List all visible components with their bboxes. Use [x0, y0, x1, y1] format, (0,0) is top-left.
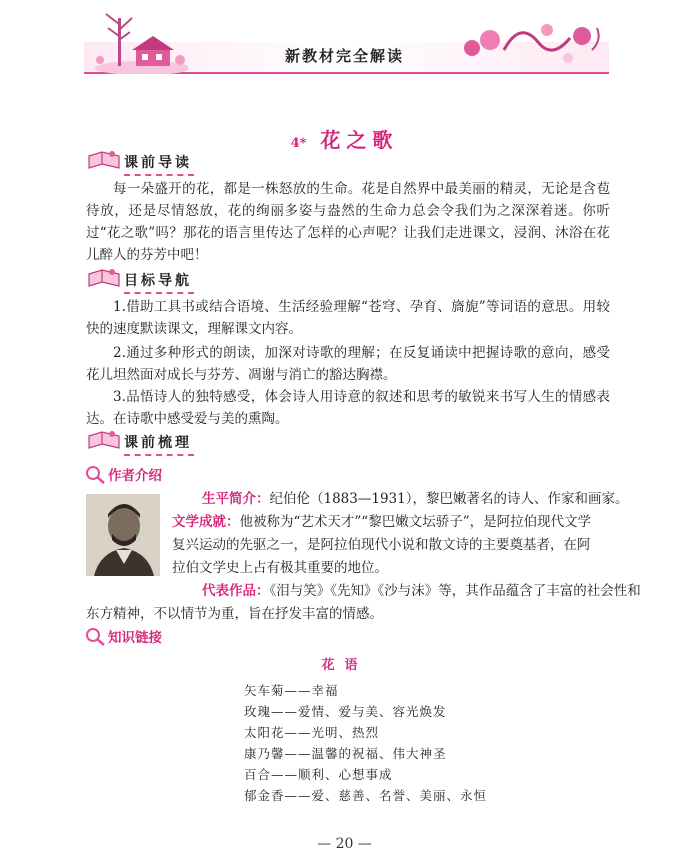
knowledge-heading-label: 知识链接 [108, 630, 162, 646]
goal-item-1: 1.借助工具书或结合语境、生活经验理解“苍穹、孕育、旖旎”等词语的意思。用较快的速度默读课文，理解课文内容。 [86, 299, 610, 337]
page-header [0, 0, 689, 84]
section-goals-label: 目标导航 [124, 270, 192, 290]
author-works-line2: 东方精神，不以情节为重，旨在抒发丰富的情感。 [86, 606, 383, 622]
goal-item-3: 3.品悟诗人的独特感受，体会诗人用诗意的叙述和思考的敏锐来书写人生的情感表达。在诗歌中感受爱与美的熏陶。 [86, 389, 610, 427]
section-combing-heading [86, 430, 192, 452]
goal-item-2: 2.通过多种形式的朗读，加深对诗歌的理解；在反复诵读中把握诗歌的意向，感受花儿坦然面对成长与芬芳、凋谢与消亡的豁达胸襟。 [86, 345, 610, 383]
author-heading [84, 464, 162, 484]
page-number: — 20 — [317, 836, 372, 852]
book-series-title: 新教材完全解读 [284, 47, 404, 65]
author-works-label: 代表作品： [202, 583, 270, 599]
open-book-icon [86, 268, 122, 290]
flower-language-line: 康乃馨——温馨的祝福、伟大神圣 [244, 746, 447, 761]
flower-language-line: 郁金香——爱、慈善、名誉、美丽、永恒 [244, 788, 488, 803]
flower-language-line: 矢车菊——幸福 [244, 683, 339, 698]
author-achievement-line3: 拉伯文学史上占有极其重要的地位。 [172, 560, 388, 576]
author-achieve-text-1: 他被称为“艺术天才”“黎巴嫩文坛骄子”，是阿拉伯现代文学 [239, 514, 592, 530]
author-life-text: 纪伯伦（1883—1931），黎巴嫩著名的诗人、作家和画家。 [269, 491, 629, 507]
author-life [202, 488, 628, 510]
magnifier-icon [84, 626, 106, 646]
magnifier-icon [84, 464, 106, 484]
intro-paragraph: 每一朵盛开的花，都是一株怒放的生命。花是自然界中最美丽的精灵，无论是含苞待放，还是尽情怒放，花的绚丽多姿与盎然的生命力总会令我们为之深深着迷。你听过“花之歌”吗？那花的语言里传达了怎样的心声呢？让我们走进课文，浸润、沐浴在花儿醉人的芬芳中吧！ [86, 181, 610, 263]
flower-language-line: 玫瑰——爱情、爱与美、容光焕发 [244, 704, 447, 719]
section-combing-label: 课前梳理 [124, 432, 192, 452]
author-works [202, 580, 641, 602]
flower-language-line: 太阳花——光明、热烈 [244, 725, 380, 740]
open-book-icon [86, 430, 122, 452]
lesson-title [0, 124, 689, 153]
flower-language-title: 花语 [321, 658, 368, 673]
section-preview-label: 课前导读 [124, 152, 192, 172]
section-preview-heading [86, 150, 192, 172]
lesson-name: 花之歌 [320, 128, 399, 152]
knowledge-heading [84, 626, 162, 646]
author-portrait [86, 494, 160, 576]
author-achieve-label: 文学成就： [172, 514, 240, 530]
author-heading-label: 作者介绍 [108, 468, 162, 484]
author-achievement-line2: 复兴运动的先驱之一，是阿拉伯现代小说和散文诗的主要奠基者，在阿 [172, 537, 591, 553]
lesson-number: 4* [290, 136, 307, 151]
author-life-label: 生平简介： [202, 491, 270, 507]
flower-language-line: 百合——顺利、心想事成 [244, 767, 393, 782]
author-works-text-1: 《泪与笑》《先知》《沙与沫》等，其作品蕴含了丰富的社会性和 [269, 583, 641, 599]
section-goals-heading [86, 268, 192, 290]
author-achievement [172, 511, 591, 533]
open-book-icon [86, 150, 122, 172]
